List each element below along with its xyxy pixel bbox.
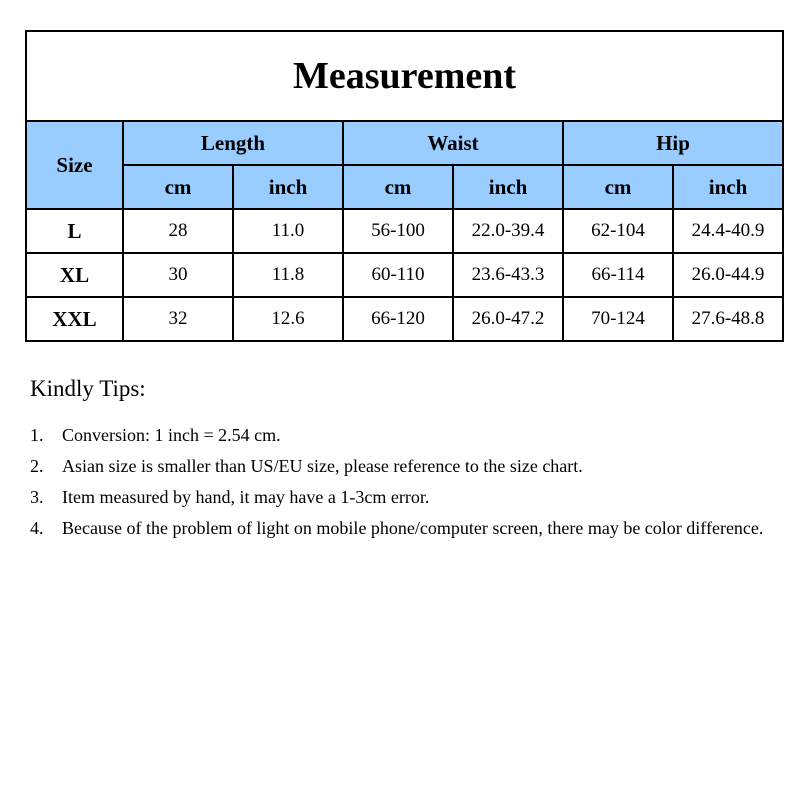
table-row (26, 209, 783, 253)
list-number: 1. (30, 425, 44, 445)
table-cell: 12.6 (233, 297, 343, 341)
list-number: 4. (30, 518, 44, 538)
tips-list (30, 420, 770, 544)
table-cell: 28 (123, 209, 233, 253)
unit-header: inch (233, 165, 343, 209)
table-cell: 70-124 (563, 297, 673, 341)
list-item (30, 420, 770, 451)
table-cell: 66-120 (343, 297, 453, 341)
waist-header: Waist (343, 121, 563, 165)
list-item (30, 482, 770, 513)
tips-title: Kindly Tips: (30, 376, 146, 401)
unit-header: cm (563, 165, 673, 209)
list-text: Item measured by hand, it may have a 1-3cm error. (62, 487, 430, 507)
list-text: Conversion: 1 inch = 2.54 cm. (62, 425, 281, 445)
table-cell: 11.0 (233, 209, 343, 253)
list-text: Asian size is smaller than US/EU size, please reference to the size chart. (62, 456, 583, 476)
unit-header: inch (453, 165, 563, 209)
table-row (26, 297, 783, 341)
table-cell: 27.6-48.8 (673, 297, 783, 341)
list-item (30, 513, 770, 544)
size-cell: XL (26, 253, 123, 297)
table-cell: 30 (123, 253, 233, 297)
table-cell: 24.4-40.9 (673, 209, 783, 253)
list-number: 2. (30, 456, 44, 476)
table-cell: 26.0-44.9 (673, 253, 783, 297)
size-cell: XXL (26, 297, 123, 341)
table-cell: 56-100 (343, 209, 453, 253)
list-number: 3. (30, 487, 44, 507)
table-cell: 22.0-39.4 (453, 209, 563, 253)
table-cell: 23.6-43.3 (453, 253, 563, 297)
unit-header: inch (673, 165, 783, 209)
hip-header: Hip (563, 121, 783, 165)
header-group-row (26, 121, 783, 165)
table-cell: 32 (123, 297, 233, 341)
table-cell: 11.8 (233, 253, 343, 297)
table-cell: 26.0-47.2 (453, 297, 563, 341)
table-title: Measurement (26, 31, 783, 121)
table-cell: 66-114 (563, 253, 673, 297)
table-cell: 62-104 (563, 209, 673, 253)
unit-header: cm (343, 165, 453, 209)
header-unit-row (26, 165, 783, 209)
unit-header: cm (123, 165, 233, 209)
length-header: Length (123, 121, 343, 165)
title-row (26, 31, 783, 121)
size-chart-table (25, 30, 784, 342)
list-item (30, 451, 770, 482)
size-cell: L (26, 209, 123, 253)
tips-section (30, 376, 770, 544)
table-cell: 60-110 (343, 253, 453, 297)
list-text: Because of the problem of light on mobile phone/computer screen, there may be color difference. (62, 518, 764, 538)
table-row (26, 253, 783, 297)
size-header: Size (26, 121, 123, 209)
